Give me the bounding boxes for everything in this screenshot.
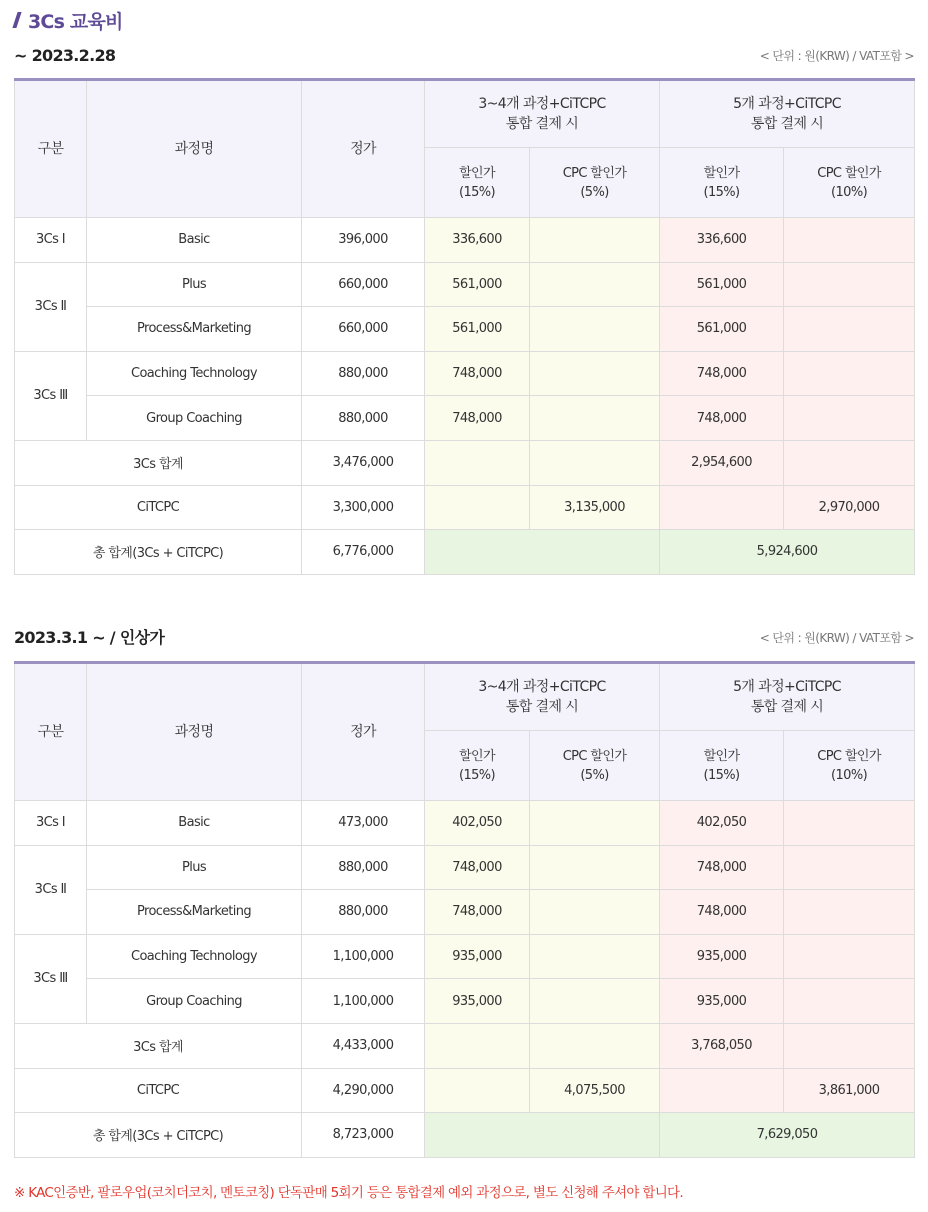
subtotal-cpc-b [784,440,915,485]
period-label: 2023.3.1 ~ / 인상가 [14,628,165,647]
citcpc-discount-b [660,485,784,530]
subtotal-cpc-a [530,1023,660,1068]
cpc-b-cell [784,351,915,396]
citcpc-discount-a [425,1068,530,1113]
discount-a-cell: 336,600 [425,218,530,263]
citcpc-label: CiTCPC [15,485,302,530]
course-cell: Plus [87,262,302,307]
price-cell: 473,000 [302,801,425,846]
header-cpc-a-line2: (5%) [580,184,609,200]
table-row [15,801,915,846]
header-price: 정가 [302,80,425,218]
citcpc-cpc-a: 4,075,500 [530,1068,660,1113]
header-group-a-line2: 통합 결제 시 [505,699,579,715]
course-cell: Group Coaching [87,396,302,441]
header-group-a-line2: 통합 결제 시 [505,116,579,132]
price-table [14,78,915,575]
subtotal-discount-a [425,1023,530,1068]
table-row [15,934,915,979]
subtotal-discount-a [425,440,530,485]
total-group-a [425,1113,660,1158]
cpc-a-cell [530,890,660,935]
discount-b-cell: 748,000 [660,890,784,935]
price-cell: 1,100,000 [302,934,425,979]
cpc-b-cell [784,307,915,352]
header-discount-b-line2: (15%) [703,767,740,783]
course-cell: Process&Marketing [87,307,302,352]
table-row [15,979,915,1024]
cpc-b-cell [784,845,915,890]
header-cpc-b-line1: CPC 할인가 [817,165,881,181]
cpc-b-cell [784,801,915,846]
header-group-a [425,80,660,148]
header-discount-a-line2: (15%) [458,184,496,200]
citcpc-discount-a [425,485,530,530]
citcpc-cpc-a: 3,135,000 [530,485,660,530]
header-discount-a-line1: 할인가 [459,748,495,764]
header-discount-b-line1: 할인가 [703,165,740,181]
course-cell: Basic [87,218,302,263]
category-cell: 3Cs Ⅲ [15,351,87,440]
table-row [15,307,915,352]
header-cpc-b-line2: (10%) [831,184,868,200]
header-group-b-line1: 5개 과정+CiTCPC [733,96,841,112]
course-cell: Coaching Technology [87,351,302,396]
discount-a-cell: 748,000 [425,351,530,396]
course-cell: Group Coaching [87,979,302,1024]
discount-a-cell: 748,000 [425,396,530,441]
total-group-b: 5,924,600 [660,530,915,575]
header-cpc-b-line2: (10%) [831,767,868,783]
unit-note: < 단위 : 원(KRW) / VAT포함 > [759,631,914,645]
cpc-b-cell [784,890,915,935]
unit-note: < 단위 : 원(KRW) / VAT포함 > [759,49,914,63]
header-group-a-line1: 3~4개 과정+CiTCPC [478,96,606,112]
discount-a-cell: 748,000 [425,845,530,890]
cpc-a-cell [530,218,660,263]
header-discount-a [425,731,530,801]
header-group-b-line2: 통합 결제 시 [750,699,824,715]
header-discount-b-line1: 할인가 [703,748,740,764]
header-group-a-line1: 3~4개 과정+CiTCPC [478,679,606,695]
subtotal-price: 3,476,000 [302,440,425,485]
cpc-b-cell [784,979,915,1024]
period-label: ~ 2023.2.28 [14,46,116,65]
category-cell: 3Cs Ⅱ [15,262,87,351]
citcpc-price: 4,290,000 [302,1068,425,1113]
header-category: 구분 [15,80,87,218]
price-cell: 660,000 [302,262,425,307]
header-cpc-b-line1: CPC 할인가 [817,748,881,764]
cpc-a-cell [530,934,660,979]
header-group-b [660,663,915,731]
price-cell: 880,000 [302,351,425,396]
table-row [15,845,915,890]
subtotal-price: 4,433,000 [302,1023,425,1068]
citcpc-cpc-b: 3,861,000 [784,1068,915,1113]
cpc-a-cell [530,351,660,396]
total-label: 총 합계(3Cs + CiTCPC) [15,530,302,575]
header-discount-a [425,148,530,218]
table-row [15,890,915,935]
cpc-a-cell [530,801,660,846]
price-cell: 1,100,000 [302,979,425,1024]
cpc-a-cell [530,845,660,890]
discount-b-cell: 336,600 [660,218,784,263]
discount-b-cell: 402,050 [660,801,784,846]
footnote: ※ KAC인증반, 팔로우업(코치더코치, 멘토코칭) 단독판매 5회기 등은 통합결제 예외 과정으로, 별도 신청해 주셔야 합니다. [14,1185,683,1201]
discount-b-cell: 561,000 [660,307,784,352]
discount-b-cell: 935,000 [660,979,784,1024]
cpc-b-cell [784,934,915,979]
header-group-b-line2: 통합 결제 시 [750,116,824,132]
discount-b-cell: 748,000 [660,351,784,396]
discount-b-cell: 561,000 [660,262,784,307]
citcpc-row [15,1068,915,1113]
price-cell: 880,000 [302,845,425,890]
total-price: 6,776,000 [302,530,425,575]
citcpc-row [15,485,915,530]
discount-a-cell: 935,000 [425,979,530,1024]
discount-a-cell: 748,000 [425,890,530,935]
total-group-b: 7,629,050 [660,1113,915,1158]
price-cell: 880,000 [302,396,425,441]
citcpc-discount-b [660,1068,784,1113]
header-cpc-a [530,148,660,218]
category-cell: 3Cs Ⅱ [15,845,87,934]
table-row [15,351,915,396]
header-cpc-a-line1: CPC 할인가 [562,748,627,764]
header-cpc-a [530,731,660,801]
citcpc-label: CiTCPC [15,1068,302,1113]
cpc-a-cell [530,307,660,352]
header-course: 과정명 [87,663,302,801]
cpc-b-cell [784,218,915,263]
cpc-b-cell [784,262,915,307]
subtotal-row [15,1023,915,1068]
header-group-a [425,663,660,731]
header-discount-b [660,148,784,218]
price-table [14,661,915,1158]
total-label: 총 합계(3Cs + CiTCPC) [15,1113,302,1158]
subtotal-discount-b: 3,768,050 [660,1023,784,1068]
table-row [15,262,915,307]
discount-a-cell: 402,050 [425,801,530,846]
header-cpc-a-line1: CPC 할인가 [562,165,627,181]
total-row [15,1113,915,1158]
table-row [15,396,915,441]
discount-a-cell: 935,000 [425,934,530,979]
header-group-b [660,80,915,148]
slash-icon [12,12,21,28]
header-cpc-a-line2: (5%) [580,767,609,783]
cpc-a-cell [530,262,660,307]
course-cell: Process&Marketing [87,890,302,935]
header-group-b-line1: 5개 과정+CiTCPC [733,679,841,695]
cpc-b-cell [784,396,915,441]
course-cell: Coaching Technology [87,934,302,979]
course-cell: Plus [87,845,302,890]
header-cpc-b [784,731,915,801]
price-cell: 660,000 [302,307,425,352]
total-row [15,530,915,575]
category-cell: 3Cs Ⅰ [15,801,87,846]
subtotal-label: 3Cs 합계 [15,1023,302,1068]
section-title-text: 3Cs 교육비 [28,10,123,33]
discount-a-cell: 561,000 [425,262,530,307]
price-cell: 880,000 [302,890,425,935]
subtotal-cpc-a [530,440,660,485]
cpc-a-cell [530,396,660,441]
category-cell: 3Cs Ⅰ [15,218,87,263]
discount-b-cell: 748,000 [660,845,784,890]
header-cpc-b [784,148,915,218]
citcpc-price: 3,300,000 [302,485,425,530]
header-price: 정가 [302,663,425,801]
price-cell: 396,000 [302,218,425,263]
total-group-a [425,530,660,575]
subtotal-label: 3Cs 합계 [15,440,302,485]
section-title [12,6,123,34]
total-price: 8,723,000 [302,1113,425,1158]
cpc-a-cell [530,979,660,1024]
course-cell: Basic [87,801,302,846]
category-cell: 3Cs Ⅲ [15,934,87,1023]
discount-a-cell: 561,000 [425,307,530,352]
header-discount-a-line2: (15%) [458,767,496,783]
subtotal-cpc-b [784,1023,915,1068]
table-row [15,218,915,263]
subtotal-row [15,440,915,485]
discount-b-cell: 935,000 [660,934,784,979]
subtotal-discount-b: 2,954,600 [660,440,784,485]
header-discount-b [660,731,784,801]
header-discount-b-line2: (15%) [703,184,740,200]
header-course: 과정명 [87,80,302,218]
header-category: 구분 [15,663,87,801]
citcpc-cpc-b: 2,970,000 [784,485,915,530]
header-discount-a-line1: 할인가 [459,165,495,181]
discount-b-cell: 748,000 [660,396,784,441]
